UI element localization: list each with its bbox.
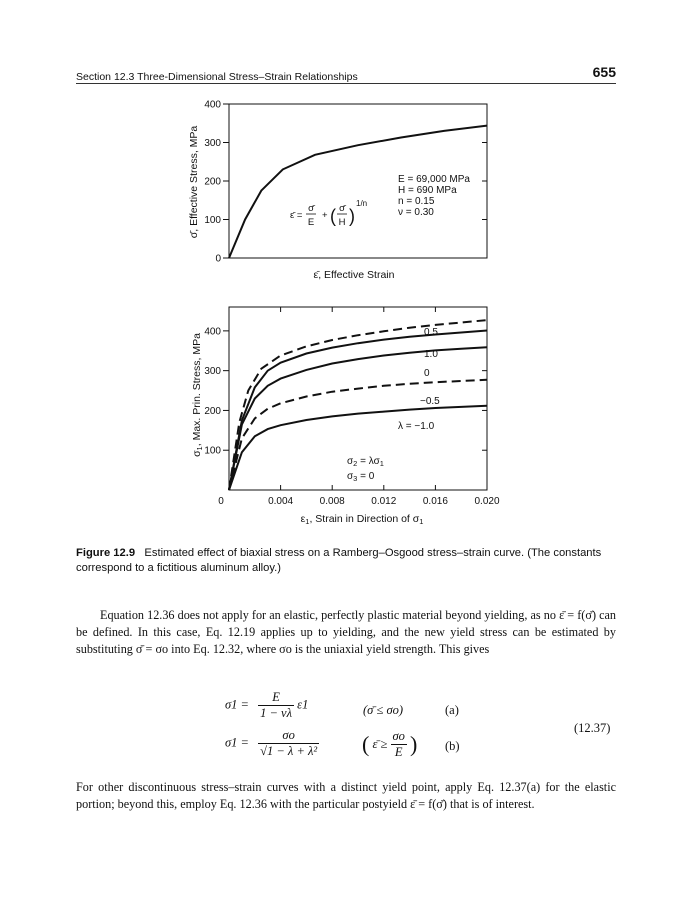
y-axis-label: σ1, Max. Prin. Stress, MPa <box>191 333 204 457</box>
constant-n: n = 0.15 <box>398 196 435 207</box>
ramberg-osgood-equation <box>290 199 367 228</box>
series-label: −0.5 <box>420 396 440 407</box>
svg-text:σ2 = λσ1: $\sigma_2 = \lambda\sigma_1$ <box>347 456 384 468</box>
x-tick-label: 0.008 <box>319 496 345 507</box>
y-tick-label: 200 <box>204 176 221 188</box>
section-title: Section 12.3 Three-Dimensional Stress–Strain Relationships <box>76 71 358 83</box>
y-tick-label: 400 <box>204 99 221 111</box>
x-tick-label: 0.004 <box>268 496 294 507</box>
svg-text:σ̄: σ̄ <box>308 203 314 214</box>
x-tick-label: 0 <box>218 496 224 507</box>
paragraph-2-line-2: elastic portion; beyond this, employ Eq. 12.36 with the particular postyield ε̄ = f(σ̄) that is of <box>76 780 616 811</box>
svg-text:σ̄: σ̄ <box>339 203 345 214</box>
eq-b-fraction <box>258 728 319 759</box>
y-tick-label: 300 <box>204 366 221 378</box>
y-tick-label: 400 <box>204 326 221 338</box>
caption-text: Estimated effect of biaxial stress on a Ramberg–Osgood stress–strain curve. (The constants correspond to a fictitious aluminum alloy.) <box>76 547 602 574</box>
paragraph-1-line-3: be estimated by substituting σ̄ = σo into Eq. 12.32, where σo is the uniaxial yield strength. This <box>76 625 616 656</box>
eq-b-condition-text: ε̄ ≥ <box>372 737 388 751</box>
x-tick-label: 0.012 <box>371 496 397 507</box>
y-tick-label: 100 <box>204 215 221 226</box>
y-tick-label: 100 <box>204 445 221 457</box>
x-tick-label: 0.020 <box>474 496 500 507</box>
paragraph-2-line-1: For other discontinuous stress–strain curves with a distinct yield point, apply Eq. 12.37(a) for the <box>76 780 580 794</box>
paragraph-1-line-1: Equation 12.36 does not apply for an elastic, perfectly plastic material beyond yielding, as no <box>100 608 556 622</box>
svg-text:(: ( <box>330 206 336 226</box>
svg-text:H: H <box>338 217 346 228</box>
constant-e: E = 69,000 MPa <box>398 174 470 185</box>
x-axis-label: ε1, Strain in Direction of σ1 <box>300 513 424 526</box>
y-tick-label: 0 <box>215 253 221 265</box>
paragraph-1 <box>76 607 616 658</box>
page-number: 655 <box>592 64 616 80</box>
eq-a-strain: ε1 <box>297 697 309 712</box>
svg-text:σ3 = 0: $\sigma_3 = 0$ <box>347 471 375 483</box>
caption-label: Figure 12.9 <box>76 547 136 559</box>
svg-text:E: E <box>307 217 315 228</box>
svg-text:): ) <box>349 206 355 226</box>
eq-a-tag: (a) <box>445 703 459 717</box>
x-axis-label: ε̄, Effective Strain <box>313 269 395 281</box>
series-label: 0.5 <box>424 327 438 338</box>
y-tick-label: 200 <box>204 405 221 417</box>
constant-h: H = 690 MPa <box>398 185 457 196</box>
series-line-2 <box>229 347 487 490</box>
eq-b-condition-fraction <box>391 729 407 760</box>
eq-b-denominator: √1 − λ + λ² <box>260 744 318 758</box>
paragraph-2 <box>76 779 616 813</box>
paragraph-1-line-4: gives <box>463 642 490 656</box>
eq-b-tag: (b) <box>445 739 460 753</box>
eq-a-fraction <box>258 690 294 721</box>
series-label: 1.0 <box>424 349 438 360</box>
stress-state-annotation <box>347 456 384 483</box>
equation-12-37b <box>225 728 475 759</box>
series-label: 0 <box>424 368 430 379</box>
eq-a-denominator: 1 − νλ <box>260 706 293 720</box>
paragraph-2-line-3: interest. <box>495 797 535 811</box>
eq-b-cond-numerator: σo <box>392 729 405 743</box>
constant-nu: ν = 0.30 <box>398 207 434 218</box>
series-label: λ = −1.0 <box>398 421 435 432</box>
eq-a-condition: (σ̄ ≤ σo) <box>363 703 404 717</box>
eq-b-cond-denominator: E <box>391 744 407 760</box>
eq-a-numerator: E <box>272 690 280 704</box>
svg-text:+: + <box>322 210 328 221</box>
eq-b-condition: ( ε̄ ≥ $\frac{\sigma o}{E}$ ) <box>362 729 418 759</box>
biaxial-stress-strain-chart <box>0 300 690 530</box>
eq-b-numerator: σo <box>282 728 295 742</box>
y-tick-label: 300 <box>204 138 221 149</box>
y-axis-label: σ̄, Effective Stress, MPa <box>188 125 200 239</box>
equation-12-37a <box>225 690 475 721</box>
x-tick-label: 0.016 <box>422 496 448 507</box>
material-constants <box>398 174 470 218</box>
header-rule <box>76 83 616 84</box>
paragraph-1-line-2: ε̄ = f(σ̄) can be defined. In this case, Eq. 12.19 applies up to yielding, and the new yield stress can <box>76 608 617 639</box>
svg-text:1/n: 1/n <box>356 199 368 208</box>
figure-caption <box>76 546 616 576</box>
equation-number: (12.37) <box>574 721 611 735</box>
svg-text:ε̄ =: ε̄ = <box>290 210 303 221</box>
eq-a-lhs: σ1 = <box>225 697 249 712</box>
eq-b-lhs: σ1 = <box>225 735 249 750</box>
